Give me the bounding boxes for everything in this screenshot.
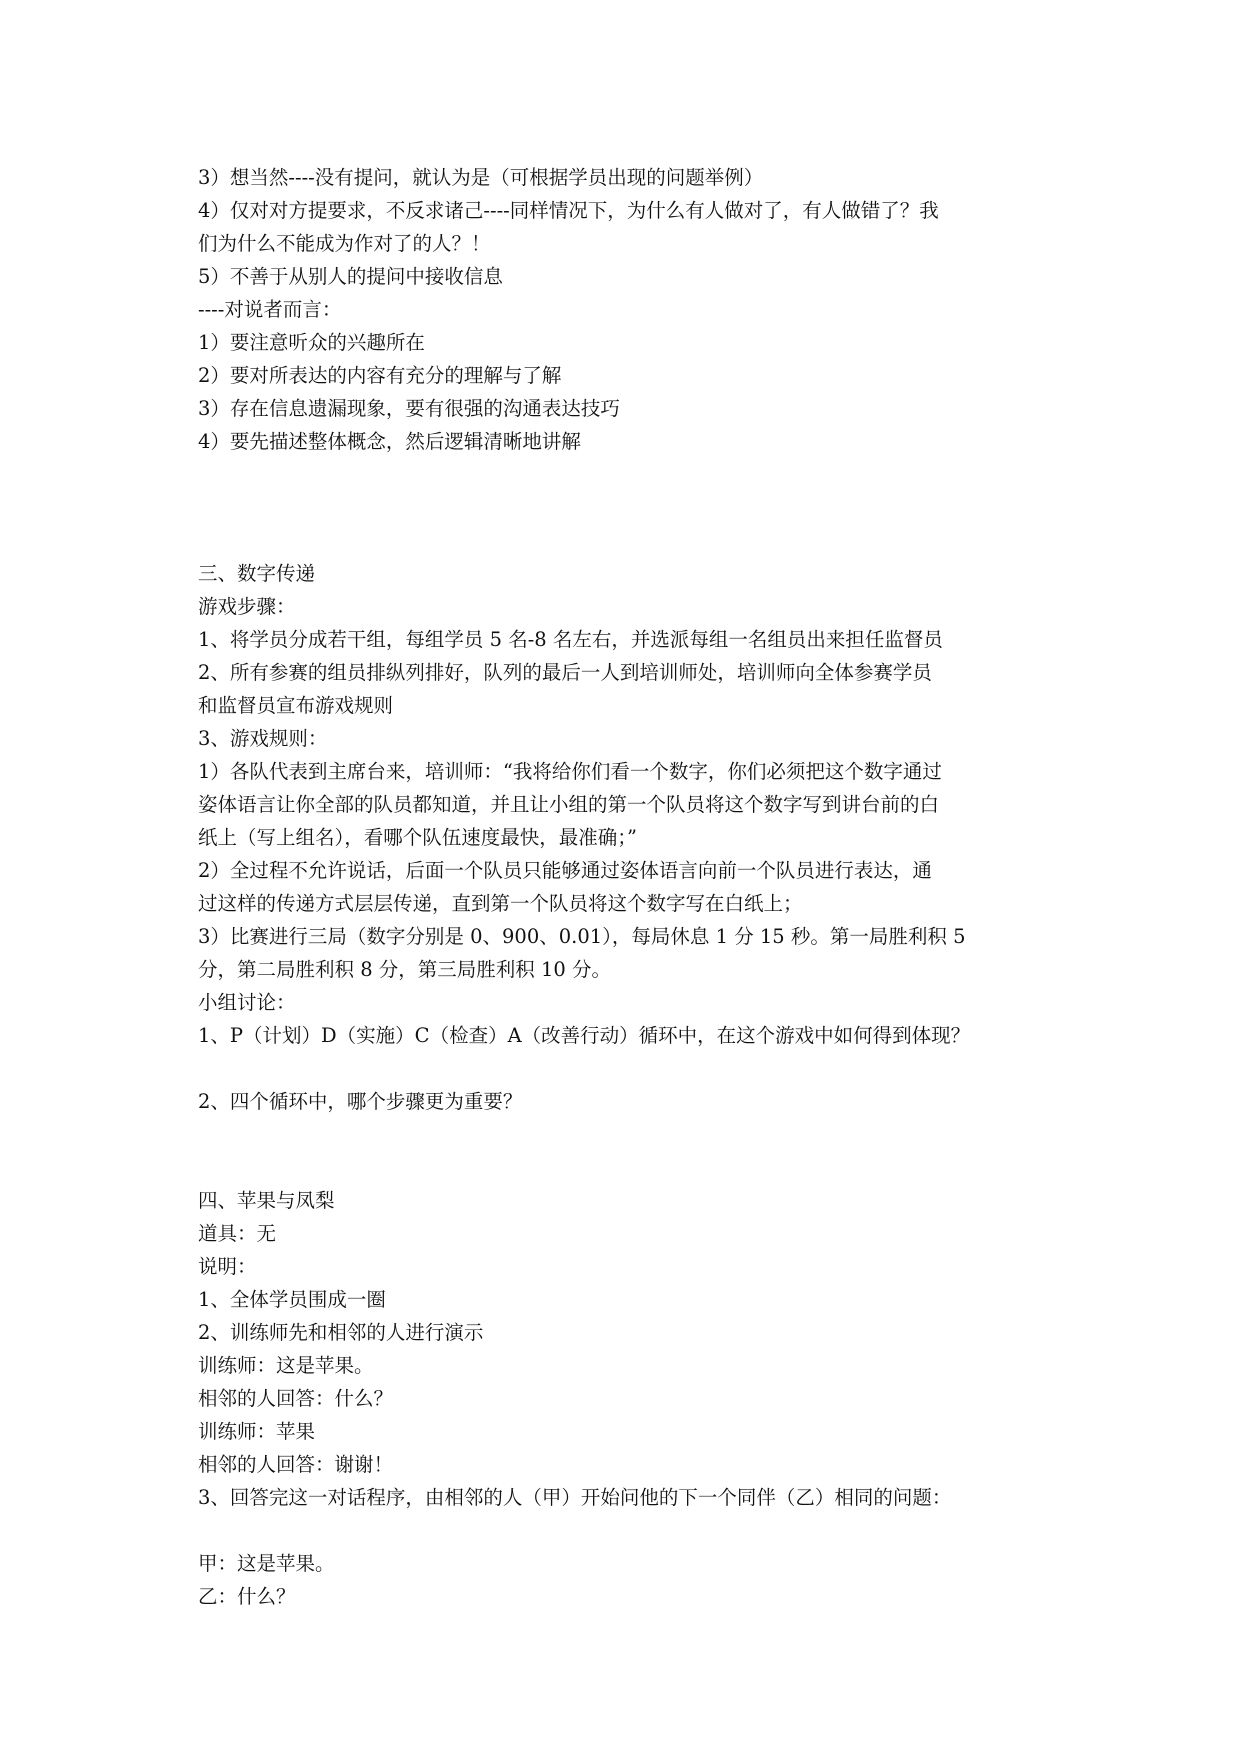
blank-line [198, 1151, 1050, 1184]
text-line: 1、全体学员围成一圈 [198, 1288, 386, 1311]
text-line: 相邻的人回答：什么？ [198, 1387, 394, 1410]
text-line: 说明： [198, 1255, 257, 1278]
section-heading: 三、数字传递 [198, 562, 316, 585]
text-line: 3）比赛进行三局（数字分别是 0、900、0.01），每局休息 1 分 15 秒。第一局胜利积 5 [198, 925, 966, 948]
text-line: 纸上（写上组名），看哪个队伍速度最快，最准确；” [198, 826, 637, 849]
blank-line [198, 1052, 1050, 1085]
text-line: 1）各队代表到主席台来，培训师：“我将给你们看一个数字，你们必须把这个数字通过 [198, 760, 942, 783]
blank-line [198, 1118, 1050, 1151]
text-line: 甲：这是苹果。 [198, 1552, 335, 1575]
text-line: 相邻的人回答：谢谢！ [198, 1453, 394, 1476]
text-line: 和监督员宣布游戏规则 [198, 694, 394, 717]
blank-line [198, 524, 1050, 557]
blank-line [198, 458, 1050, 491]
text-line: 4）仅对对方提要求，不反求诸己----同样情况下，为什么有人做对了，有人做错了？我 [198, 199, 939, 222]
text-line: 训练师：苹果 [198, 1420, 316, 1443]
text-line: 3）存在信息遗漏现象，要有很强的沟通表达技巧 [198, 397, 620, 420]
text-line: 游戏步骤： [198, 595, 296, 618]
text-line: 3、回答完这一对话程序，由相邻的人（甲）开始问他的下一个同伴（乙）相同的问题： [198, 1486, 952, 1509]
text-line: 2、所有参赛的组员排纵列排好，队列的最后一人到培训师处，培训师向全体参赛学员 [198, 661, 932, 684]
text-line: 5）不善于从别人的提问中接收信息 [198, 265, 503, 288]
text-line: 过这样的传递方式层层传递，直到第一个队员将这个数字写在白纸上； [198, 892, 803, 915]
text-line: 1）要注意听众的兴趣所在 [198, 331, 425, 354]
text-line: 道具：无 [198, 1222, 277, 1245]
text-line: 2）全过程不允许说话，后面一个队员只能够通过姿体语言向前一个队员进行表达，通 [198, 859, 932, 882]
text-line: 分，第二局胜利积 8 分，第三局胜利积 10 分。 [198, 958, 612, 981]
text-line: 2）要对所表达的内容有充分的理解与了解 [198, 364, 562, 387]
text-line: 乙：什么？ [198, 1585, 296, 1608]
blank-line [198, 491, 1050, 524]
text-line: 1、P（计划）D（实施）C（检查）A（改善行动）循环中，在这个游戏中如何得到体现？ [198, 1024, 971, 1047]
text-line: 们为什么不能成为作对了的人？！ [198, 232, 491, 255]
text-line: 小组讨论： [198, 991, 296, 1014]
text-line: 姿体语言让你全部的队员都知道，并且让小组的第一个队员将这个数字写到讲台前的白 [198, 793, 940, 816]
document-body [198, 161, 1050, 1613]
text-line: 2、训练师先和相邻的人进行演示 [198, 1321, 484, 1344]
text-line: ----对说者而言： [198, 298, 342, 321]
text-line: 3）想当然----没有提问，就认为是（可根据学员出现的问题举例） [198, 166, 764, 189]
section-heading: 四、苹果与凤梨 [198, 1189, 335, 1212]
text-line: 训练师：这是苹果。 [198, 1354, 374, 1377]
blank-line [198, 1514, 1050, 1547]
text-line: 1、将学员分成若干组，每组学员 5 名-8 名左右，并选派每组一名组员出来担任监督员 [198, 628, 943, 651]
text-line: 2、四个循环中，哪个步骤更为重要？ [198, 1090, 523, 1113]
text-line: 4）要先描述整体概念，然后逻辑清晰地讲解 [198, 430, 581, 453]
text-line: 3、游戏规则： [198, 727, 328, 750]
